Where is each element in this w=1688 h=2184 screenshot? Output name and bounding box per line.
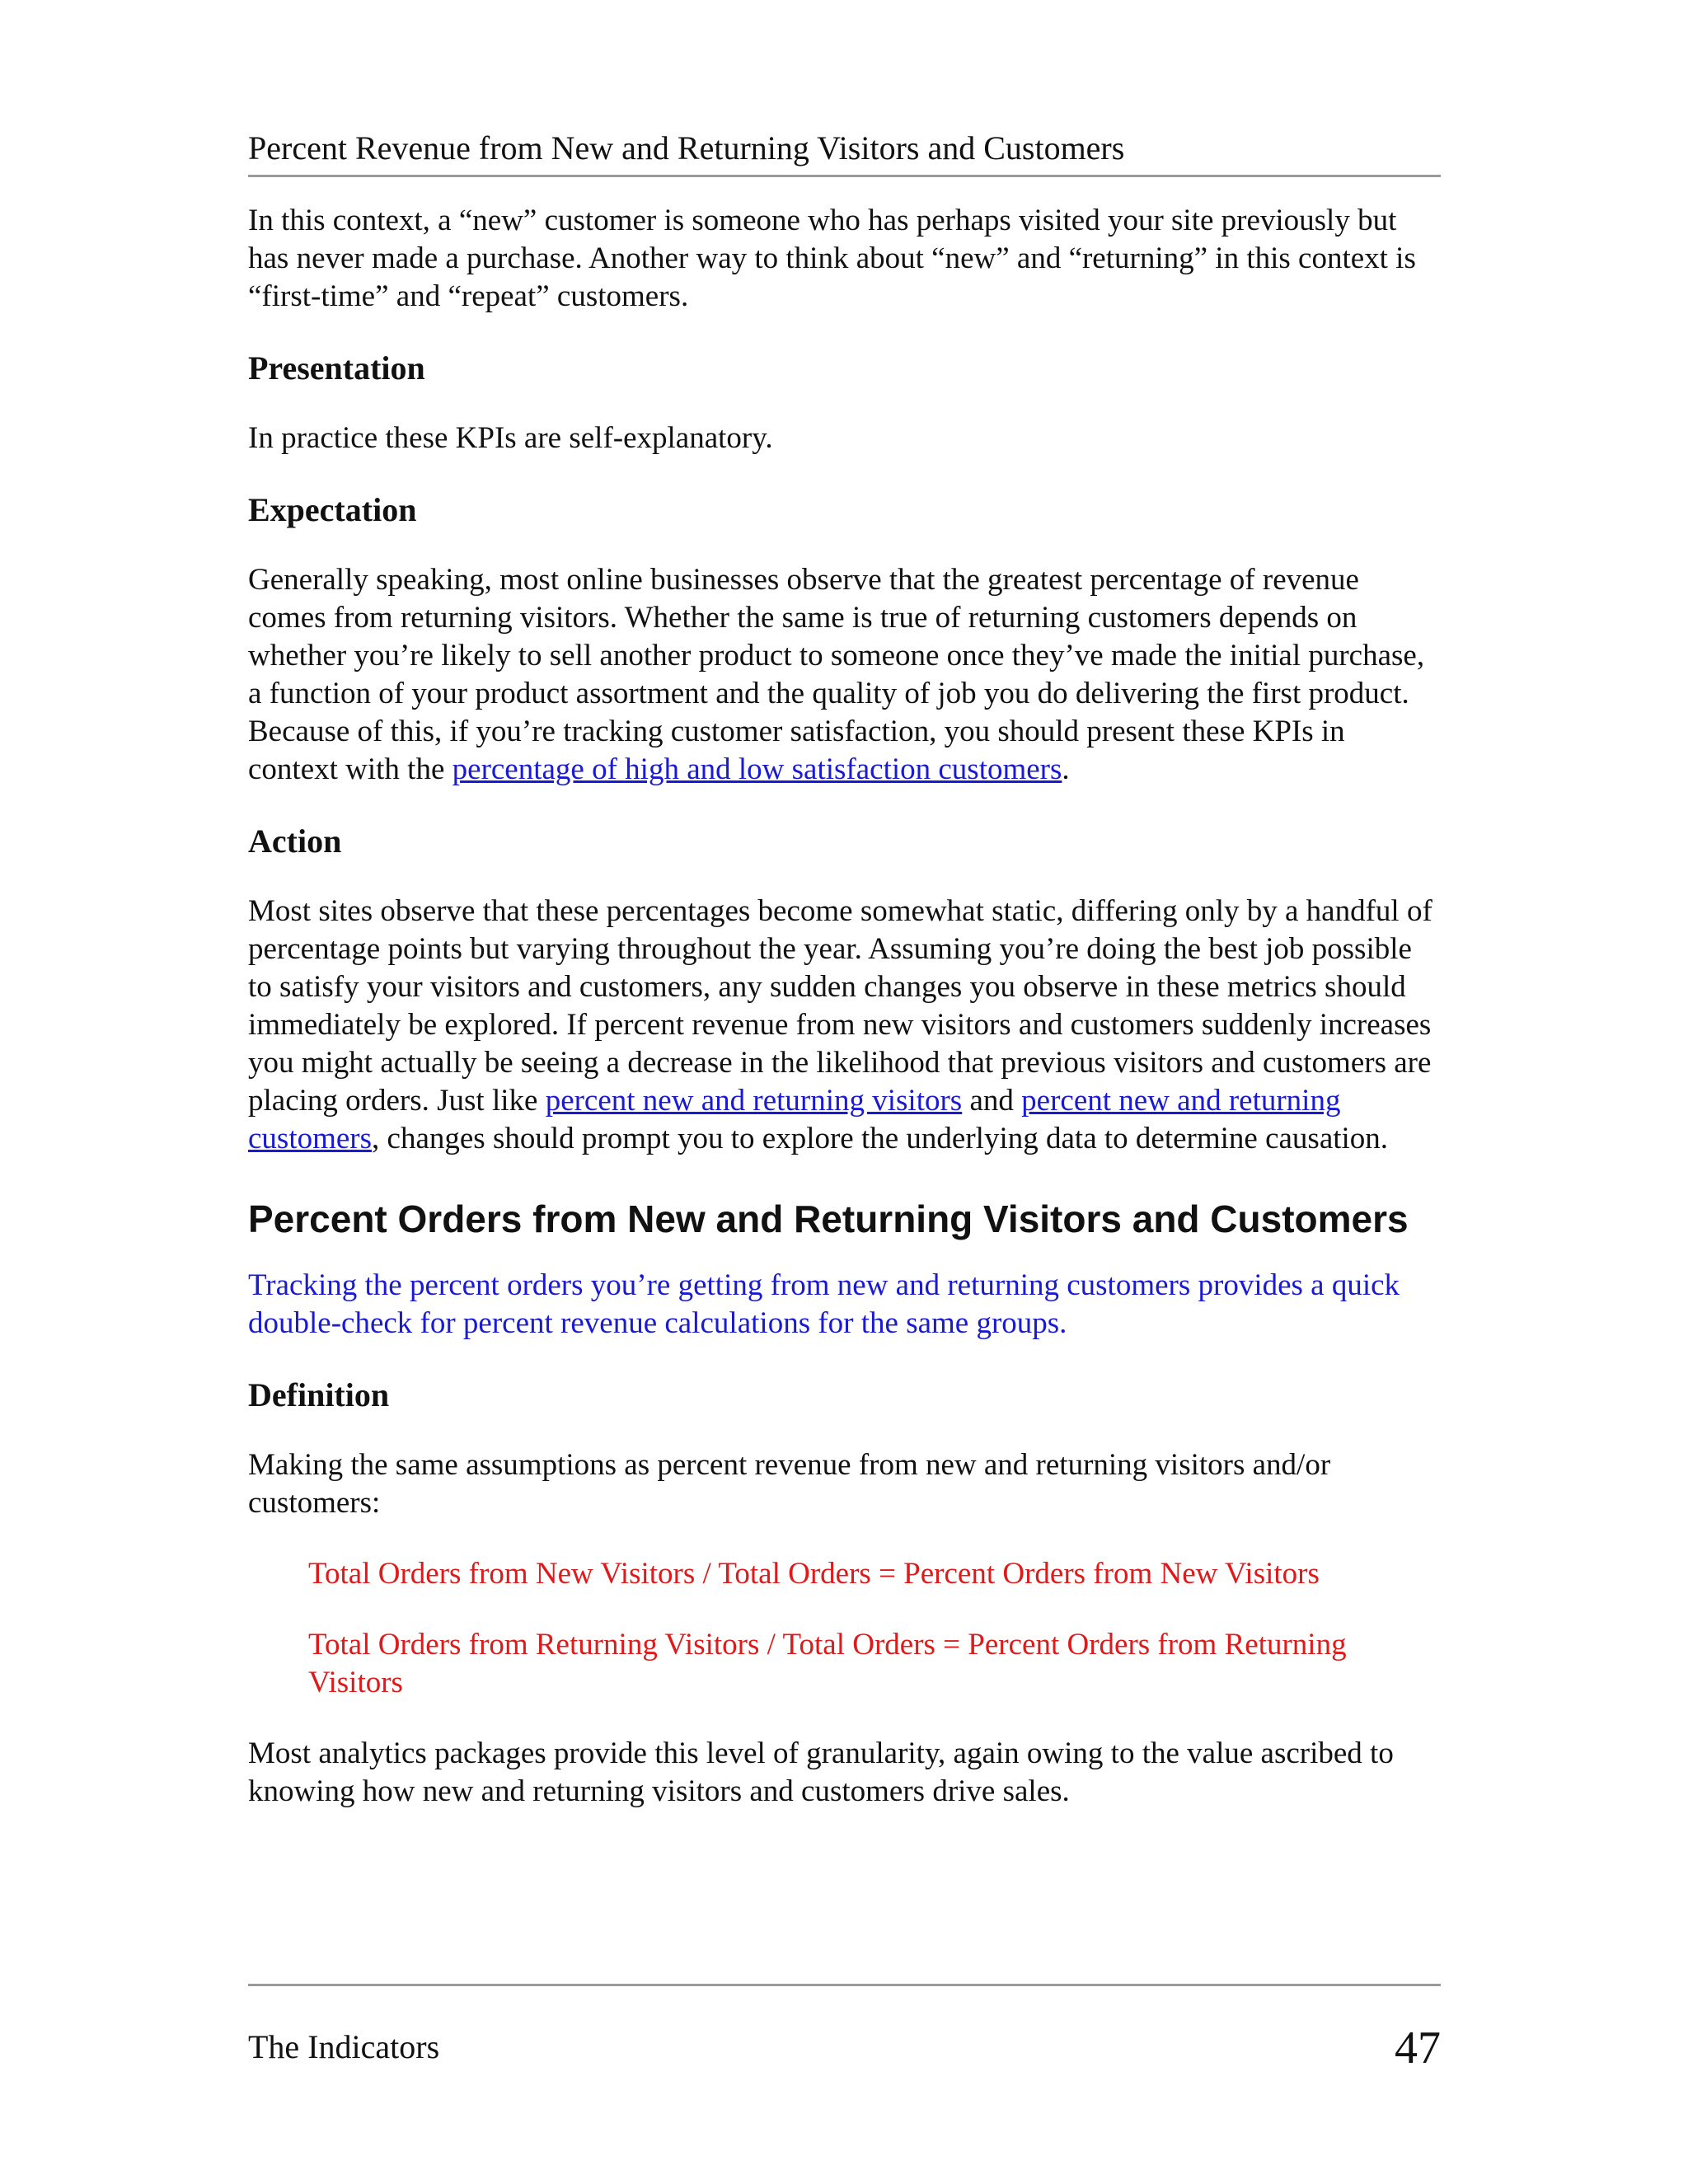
action-connector: and (962, 1084, 1022, 1118)
new-returning-customers-link[interactable]: percent new and returning customers (248, 1084, 1341, 1155)
formula-new-visitors: Total Orders from New Visitors / Total Orders = Percent Orders from New Visitors (308, 1557, 1320, 1591)
formula-returning-visitors: Total Orders from Returning Visitors / Total Orders = Percent Orders from Returning Visitors (308, 1628, 1347, 1699)
page-number: 47 (1395, 2022, 1441, 2074)
presentation-text: In practice these KPIs are self-explanatory. (248, 421, 773, 455)
definition-text: Making the same assumptions as percent revenue from new and returning visitors and/or customers: (248, 1448, 1331, 1520)
action-text (248, 893, 1441, 1158)
presentation-heading: Presentation (248, 349, 425, 387)
intro-paragraph: In this context, a “new” customer is someone who has perhaps visited your site previously but has never made a purchase. Another way to think about “new” and “returning” in this context is “first-time” and “repeat” customers. (248, 204, 1416, 313)
definition-closing: Most analytics packages provide this level of granularity, again owing to the value ascribed to knowing how new and returning visitors and customers drive sales. (248, 1736, 1394, 1808)
section-title: Percent Orders from New and Returning Visitors and Customers (248, 1197, 1409, 1240)
action-heading: Action (248, 823, 342, 860)
new-returning-visitors-link[interactable]: percent new and returning visitors (545, 1084, 963, 1118)
expectation-text-start: Generally speaking, most online businesses observe that the greatest percentage of revenue comes from returning visitors. Whether the same is true of returning customers depends on whether you’re likely to sell another product to someone once they’ve made the initial purchase, a function of your product assortment and the quality of job you do delivering the first product. Because of this, if you’re tracking customer satisfaction, you should present these KPIs in context with the (248, 563, 1425, 786)
page-content (248, 129, 1441, 1844)
running-header: Percent Revenue from New and Returning Visitors and Customers (248, 129, 1441, 177)
action-text-end: , changes should prompt you to explore the underlying data to determine causation. (372, 1122, 1389, 1155)
expectation-heading: Expectation (248, 491, 417, 528)
expectation-text (248, 561, 1441, 789)
expectation-text-end: . (1062, 752, 1070, 786)
footer-chapter: The Indicators (248, 2028, 440, 2065)
satisfaction-link[interactable]: percentage of high and low satisfaction customers (452, 752, 1062, 786)
action-text-start: Most sites observe that these percentages become somewhat static, differing only by a handful of percentage points but varying throughout the year. Assuming you’re doing the best job possible to satisfy your visitors and customers, any sudden changes you observe in these metrics should immediately be explored. If percent revenue from new visitors and customers suddenly increases you might actually be seeing a decrease in the likelihood that previous visitors and customers are placing orders. Just like (248, 894, 1432, 1118)
footer-divider (248, 1984, 1441, 1986)
section-intro: Tracking the percent orders you’re getting from new and returning customers provides a quick double-check for percent revenue calculations for the same groups. (248, 1268, 1400, 1340)
definition-heading: Definition (248, 1376, 390, 1413)
